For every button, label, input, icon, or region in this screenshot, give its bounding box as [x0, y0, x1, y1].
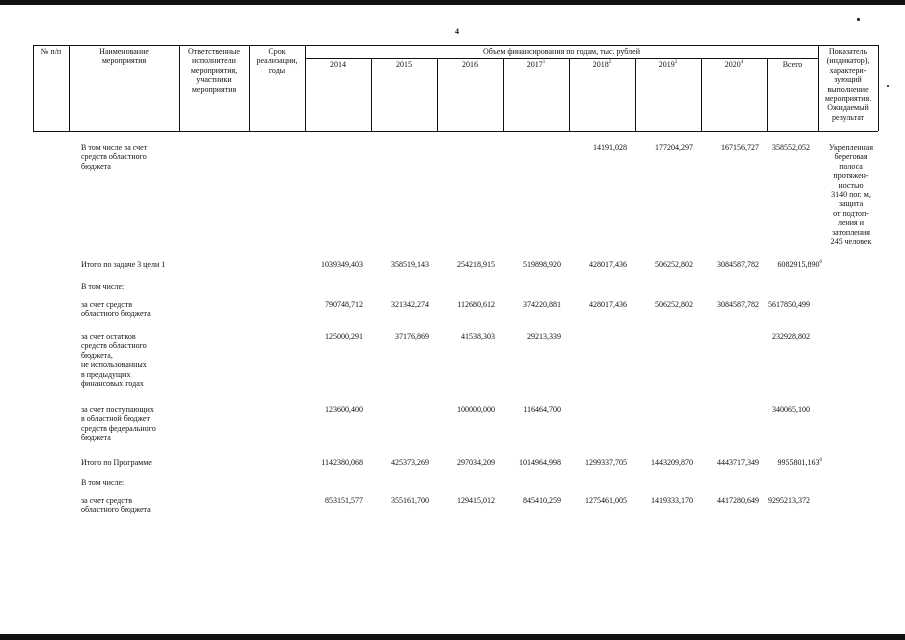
row-indicator: от подтоп- — [833, 208, 869, 218]
row-value: 29213,339 — [527, 332, 561, 341]
row-value: 5617850,499 — [768, 300, 810, 309]
row-value: 9295213,372 — [768, 496, 810, 505]
row-label: бюджета, — [81, 350, 113, 360]
row-label: в предыдущих — [81, 369, 131, 379]
row-value: 428017,436 — [589, 260, 627, 269]
header-year-2018: 2018$^2$ — [592, 60, 612, 69]
row-value: 355161,700 — [391, 496, 429, 505]
row-value: 321342,274 — [391, 300, 429, 309]
row-value: 167156,727 — [721, 143, 759, 152]
row-value: 1419333,170 — [651, 496, 693, 505]
row-value: 506252,802 — [655, 260, 693, 269]
header-term: годы — [268, 65, 286, 75]
header-indicator: мероприятия. — [824, 94, 872, 103]
row-label: бюджета — [81, 161, 111, 171]
row-value: 1443209,870 — [651, 458, 693, 467]
header-year-2015: 2015 — [396, 60, 412, 69]
row-label: Итого по задаче 3 цели 1 — [81, 260, 166, 269]
header-indicator: зующий — [834, 75, 862, 85]
row-indicator: Укрепленная — [828, 143, 873, 152]
row-indicator: береговая — [834, 152, 868, 162]
header-name: мероприятия — [101, 56, 147, 66]
row-value: 177204,297 — [655, 143, 693, 152]
row-label: средств областного — [81, 341, 147, 351]
scan-top-border — [0, 0, 905, 5]
header-column-line — [33, 45, 34, 131]
row-indicator: 245 человек — [830, 237, 872, 246]
header-indicator: (индикатор), — [826, 56, 870, 66]
scan-bottom-border — [0, 634, 905, 640]
row-label: средств областного — [81, 152, 147, 162]
header-year-2016: 2016 — [462, 60, 478, 69]
row-label: финансовых годах — [81, 379, 144, 388]
header-name: Наименование — [99, 47, 149, 56]
row-indicator: ностью — [838, 180, 864, 190]
row-label: Итого по Программе — [81, 458, 152, 467]
row-value: 845410,259 — [523, 496, 561, 505]
row-label: средств федерального — [81, 423, 156, 433]
row-value: 232928,802 — [772, 332, 810, 341]
header-indicator: Ожидаемый — [827, 103, 869, 113]
row-label: за счет средств — [81, 496, 133, 505]
header-year-2020: 2020$^4$ — [724, 60, 744, 69]
header-year-Всего: Всего — [782, 60, 803, 69]
row-label: В том числе за счет — [81, 143, 148, 152]
row-label: областного бюджета — [81, 309, 151, 319]
scan-speck — [887, 85, 889, 87]
row-value: 9955801,163$^6$ — [777, 458, 822, 467]
row-label: В том числе: — [81, 282, 125, 291]
header-column-line — [305, 45, 306, 131]
row-indicator: полоса — [839, 161, 863, 171]
header-indicator: характери- — [829, 65, 867, 75]
row-label: за счет средств — [81, 300, 133, 309]
row-value: 1275461,005 — [585, 496, 627, 505]
header-responsible: Ответственные — [188, 47, 240, 56]
header-responsible: мероприятия, — [190, 65, 238, 75]
row-label: не использованных — [81, 360, 147, 370]
row-label: бюджета — [81, 433, 111, 443]
header-term: Срок — [268, 47, 286, 56]
years-divider-line — [305, 58, 818, 59]
row-value: 425373,269 — [391, 458, 429, 467]
row-value: 3084587,782 — [717, 260, 759, 269]
row-value: 428017,436 — [589, 300, 627, 309]
row-label: областного бюджета — [81, 505, 151, 515]
row-value: 4443717,349 — [717, 458, 759, 467]
header-financing: Объем финансирования по годам, тыс. рублей — [483, 47, 640, 56]
row-value: 125000,291 — [325, 332, 363, 341]
row-value: 358552,052 — [772, 143, 810, 152]
row-value: 112680,612 — [457, 300, 495, 309]
header-term: реализации, — [256, 56, 298, 66]
row-value: 254218,915 — [457, 260, 495, 269]
row-value: 129415,012 — [457, 496, 495, 505]
row-value: 37176,869 — [395, 332, 429, 341]
header-indicator: Показатель — [828, 47, 868, 56]
page-number: 4 — [455, 27, 459, 36]
row-indicator: 3140 пог. м, — [831, 190, 871, 199]
header-bottom-line — [33, 131, 878, 132]
header-responsible: исполнители — [192, 56, 236, 66]
row-value: 123600,400 — [325, 405, 363, 414]
header-year-2017: 2017$^1$ — [526, 60, 546, 69]
row-indicator: протяжен- — [833, 171, 869, 181]
row-label: за счет поступающих — [81, 405, 154, 414]
scan-speck — [857, 18, 860, 21]
row-value: 358519,143 — [391, 260, 429, 269]
header-indicator: результат — [831, 112, 865, 122]
header-responsible: участники — [196, 75, 232, 85]
header-year-2019: 2019$^3$ — [658, 60, 678, 69]
row-value: 4417280,649 — [717, 496, 759, 505]
header-number: № п/п — [40, 47, 62, 56]
row-indicator: ления и — [837, 218, 865, 228]
header-responsible: мероприятия — [191, 84, 237, 94]
header-column-line — [878, 45, 879, 131]
row-value: 340065,100 — [772, 405, 810, 414]
row-value: 790748,712 — [325, 300, 363, 309]
row-value: 41538,303 — [461, 332, 495, 341]
row-value: 100000,000 — [457, 405, 495, 414]
row-indicator: защита — [838, 199, 864, 209]
row-value: 506252,802 — [655, 300, 693, 309]
row-value: 3084587,782 — [717, 300, 759, 309]
table-top-line — [33, 45, 878, 46]
row-value: 1142380,068 — [321, 458, 363, 467]
row-value: 116464,700 — [523, 405, 561, 414]
header-indicator: выполнение — [827, 84, 869, 94]
row-label: В том числе: — [81, 478, 125, 487]
row-value: 297034,209 — [457, 458, 495, 467]
row-label: за счет остатков — [81, 332, 136, 341]
header-year-2014: 2014 — [330, 60, 346, 69]
row-indicator: затопления — [832, 227, 870, 237]
row-value: 6082915,890$^6$ — [777, 260, 822, 269]
row-value: 1299337,705 — [585, 458, 627, 467]
row-value: 519898,920 — [523, 260, 561, 269]
row-value: 14191,028 — [593, 143, 627, 152]
row-value: 853151,577 — [325, 496, 363, 505]
row-value: 1039349,403 — [321, 260, 363, 269]
row-label: в областной бюджет — [81, 414, 150, 424]
row-value: 1014964,998 — [519, 458, 561, 467]
row-value: 374220,881 — [523, 300, 561, 309]
